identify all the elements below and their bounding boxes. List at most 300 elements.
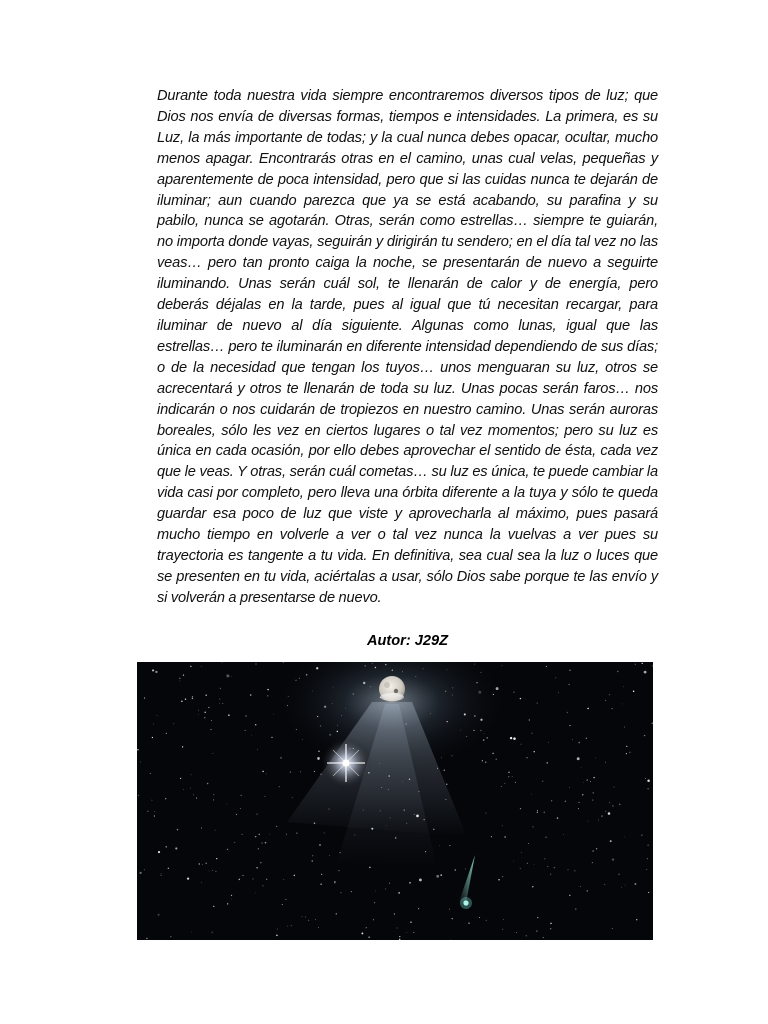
background-star (533, 751, 534, 752)
background-star (502, 876, 503, 877)
background-star (165, 798, 166, 799)
background-star (647, 779, 650, 782)
background-star (554, 867, 556, 869)
background-star (261, 842, 263, 844)
background-star (283, 879, 284, 880)
background-star (501, 786, 502, 787)
background-star (273, 714, 274, 715)
background-star (152, 669, 154, 671)
background-star (588, 821, 589, 822)
background-star (418, 908, 419, 909)
background-star (577, 757, 580, 760)
background-star (166, 733, 167, 734)
background-star (236, 814, 237, 815)
background-star (201, 882, 202, 883)
background-star (592, 862, 593, 863)
background-star (648, 892, 649, 893)
background-star (227, 849, 228, 850)
crescent-moon (379, 676, 405, 702)
background-star (139, 872, 141, 874)
background-star (211, 720, 212, 721)
background-star (520, 808, 521, 809)
background-star (550, 874, 551, 875)
background-star (544, 812, 545, 813)
background-star (496, 759, 497, 760)
background-star (239, 879, 241, 881)
background-star (609, 802, 610, 803)
background-star (173, 723, 174, 724)
background-star (508, 776, 509, 777)
background-star (255, 893, 256, 894)
background-star (324, 832, 325, 833)
background-star (569, 670, 570, 671)
background-star (286, 834, 287, 835)
background-star (154, 815, 155, 816)
background-star (153, 724, 154, 725)
background-star (644, 671, 647, 674)
background-star (634, 883, 636, 885)
background-star (505, 783, 506, 784)
background-star (567, 712, 568, 713)
background-star (550, 923, 552, 925)
background-star (502, 929, 503, 930)
background-star (212, 870, 213, 871)
background-star (452, 918, 453, 919)
background-star (624, 727, 625, 728)
background-star (155, 671, 157, 673)
background-star (531, 794, 532, 795)
background-star (165, 846, 166, 847)
background-star (262, 885, 263, 886)
background-star (231, 899, 232, 900)
background-star (255, 724, 257, 726)
background-star (520, 698, 521, 699)
background-star (227, 804, 228, 805)
background-star (486, 813, 487, 814)
background-star (351, 891, 352, 892)
background-star (157, 715, 158, 716)
background-star (557, 817, 558, 818)
background-star (617, 671, 619, 673)
background-star (185, 699, 186, 700)
background-star (242, 834, 243, 835)
background-star (219, 698, 220, 699)
background-star (175, 847, 177, 849)
background-star (196, 798, 197, 799)
background-star (532, 886, 533, 887)
background-star (158, 851, 160, 853)
background-star (144, 698, 145, 699)
background-star (563, 834, 564, 835)
background-star (575, 908, 576, 909)
background-star (389, 883, 390, 884)
background-star (253, 878, 254, 879)
background-star (187, 877, 189, 879)
background-star (550, 928, 551, 929)
background-star (231, 676, 232, 677)
background-star (259, 834, 260, 835)
background-star (449, 909, 450, 910)
background-star (547, 866, 548, 867)
background-star (526, 757, 527, 758)
background-star (531, 733, 532, 734)
background-star (503, 919, 504, 920)
background-star (572, 739, 573, 740)
background-star (250, 694, 252, 696)
background-star (419, 878, 422, 881)
background-star (578, 802, 579, 803)
background-star (219, 703, 220, 704)
background-star (618, 874, 619, 875)
background-star (605, 762, 606, 763)
background-star (537, 917, 538, 918)
background-star (202, 864, 203, 865)
background-star (245, 730, 246, 731)
background-star (647, 788, 648, 789)
background-star (158, 914, 160, 916)
background-star (626, 753, 627, 754)
background-star (580, 886, 581, 887)
background-star (587, 890, 588, 891)
background-star (152, 737, 153, 738)
background-star (581, 767, 582, 768)
background-star (407, 932, 408, 933)
background-star (521, 852, 522, 853)
background-star (565, 800, 567, 802)
background-star (220, 688, 221, 689)
background-star (569, 725, 570, 726)
background-star (516, 932, 517, 933)
background-star (551, 800, 552, 801)
background-star (569, 895, 571, 897)
background-star (292, 797, 293, 798)
background-star (542, 781, 543, 782)
background-star (569, 684, 570, 685)
background-star (315, 919, 316, 920)
background-star (314, 771, 315, 772)
background-star (190, 788, 191, 789)
background-star (193, 795, 194, 796)
background-star (598, 820, 599, 821)
background-star (394, 913, 395, 914)
background-star (492, 753, 494, 755)
background-star (537, 812, 538, 813)
background-star (545, 836, 547, 838)
background-star (399, 936, 400, 937)
background-star (533, 826, 534, 827)
background-star (642, 663, 643, 664)
background-star (512, 776, 513, 777)
background-star (604, 884, 605, 885)
background-star (397, 928, 398, 929)
background-star (147, 811, 148, 812)
background-star (320, 884, 321, 885)
background-star (399, 939, 400, 940)
background-star (527, 863, 528, 864)
background-star (647, 845, 648, 846)
background-star (276, 826, 277, 827)
background-star (213, 794, 214, 795)
background-star (240, 808, 241, 809)
background-star (485, 761, 486, 762)
background-star (641, 835, 642, 836)
background-star (213, 799, 214, 800)
background-star (537, 702, 538, 703)
background-star (636, 919, 637, 920)
background-star (180, 778, 181, 779)
background-star (537, 810, 538, 811)
background-star (446, 784, 447, 785)
background-star (468, 922, 469, 923)
background-star (222, 703, 223, 704)
background-star (515, 782, 516, 783)
background-star (609, 694, 610, 695)
background-star (592, 800, 593, 801)
background-star (179, 678, 181, 680)
background-star (647, 858, 648, 859)
background-star (234, 842, 235, 843)
background-star (338, 870, 339, 871)
night-sky-photo (137, 662, 653, 940)
background-star (612, 708, 613, 709)
background-star (138, 795, 139, 796)
background-star (205, 863, 207, 865)
background-star (612, 805, 613, 806)
background-star (168, 868, 169, 869)
background-star (513, 861, 514, 862)
background-star (569, 787, 570, 788)
background-star (520, 744, 521, 745)
background-star (191, 931, 192, 932)
background-star (256, 867, 258, 869)
background-star (204, 712, 206, 714)
background-star (170, 936, 171, 937)
background-star (209, 871, 210, 872)
background-star (211, 932, 212, 933)
background-star (385, 889, 386, 890)
background-star (629, 752, 630, 753)
background-star (498, 879, 500, 881)
background-star (266, 773, 267, 774)
background-star (215, 871, 216, 872)
background-star (154, 811, 155, 812)
background-star (555, 678, 556, 679)
background-star (593, 777, 594, 778)
background-star (256, 664, 257, 665)
background-star (296, 832, 297, 833)
background-star (245, 715, 246, 716)
background-star (282, 904, 283, 905)
background-star (652, 723, 653, 724)
background-star (590, 781, 591, 782)
background-star (222, 662, 223, 663)
background-star (198, 710, 199, 711)
background-star (146, 938, 147, 939)
background-star (321, 874, 322, 875)
background-star (608, 812, 611, 815)
background-star (181, 701, 183, 703)
background-star (216, 858, 217, 859)
background-star (513, 692, 514, 693)
background-star (409, 882, 411, 884)
background-star (622, 703, 623, 704)
background-star (578, 808, 579, 809)
background-star (373, 919, 374, 920)
background-star (508, 772, 509, 773)
background-star (190, 666, 191, 667)
background-star (211, 729, 212, 730)
background-star (567, 869, 568, 870)
background-star (558, 692, 559, 693)
background-star (398, 892, 400, 894)
bright-star (320, 737, 372, 789)
background-star (410, 921, 412, 923)
background-star (625, 885, 626, 886)
background-star (251, 735, 252, 736)
background-star (529, 719, 530, 720)
background-star (646, 869, 647, 870)
background-star (161, 873, 162, 874)
background-star (605, 700, 606, 701)
background-star (212, 753, 213, 754)
background-star (633, 690, 635, 692)
background-star (215, 830, 216, 831)
background-star (276, 935, 278, 937)
background-star (177, 829, 179, 831)
background-star (199, 863, 200, 864)
background-star (513, 737, 516, 740)
background-star (269, 834, 270, 835)
background-star (601, 815, 602, 816)
background-star (596, 848, 597, 849)
background-star (192, 698, 193, 699)
background-star (439, 845, 440, 846)
background-star (520, 868, 521, 869)
background-star (368, 937, 369, 938)
background-star (366, 927, 367, 928)
background-star (593, 792, 594, 793)
background-star (267, 695, 268, 696)
background-star (440, 874, 441, 875)
background-star (612, 928, 613, 929)
background-star (257, 814, 258, 815)
background-star (257, 749, 258, 750)
background-star (151, 800, 152, 801)
comet (459, 855, 475, 909)
background-star (369, 867, 371, 869)
background-star (305, 917, 306, 918)
background-star (528, 843, 529, 844)
background-star (329, 855, 330, 856)
background-star (610, 840, 612, 842)
background-star (201, 666, 202, 667)
background-star (491, 836, 492, 837)
background-star (644, 735, 645, 736)
background-star (204, 717, 205, 718)
background-star (436, 875, 439, 878)
background-star (510, 737, 512, 739)
background-star (479, 917, 480, 918)
background-star (374, 902, 375, 903)
background-star (486, 920, 487, 921)
background-star (287, 926, 288, 927)
background-star (449, 845, 450, 846)
background-star (341, 892, 342, 893)
background-star (318, 927, 319, 928)
background-star (455, 869, 456, 870)
background-star (574, 870, 576, 872)
background-star (502, 665, 503, 666)
background-star (283, 662, 284, 663)
background-star (207, 783, 209, 785)
background-star (543, 937, 544, 938)
background-star (144, 869, 145, 870)
author-line: Autor: J29Z (366, 633, 449, 649)
background-star (626, 746, 627, 747)
background-star (213, 906, 214, 907)
background-star (547, 762, 548, 763)
background-star (227, 903, 228, 904)
background-star (482, 760, 483, 761)
background-star (300, 772, 301, 773)
background-star (546, 666, 547, 667)
background-star (614, 787, 615, 788)
background-star (587, 708, 588, 709)
background-star (205, 694, 206, 695)
background-star (583, 782, 584, 783)
background-star (586, 738, 587, 739)
background-star (413, 932, 414, 933)
background-star (150, 773, 151, 774)
background-star (277, 929, 278, 930)
background-star (191, 774, 192, 775)
background-star (137, 749, 138, 750)
background-star (605, 811, 606, 812)
background-star (294, 875, 296, 877)
background-star (201, 827, 202, 828)
background-star (208, 707, 209, 708)
background-star (264, 796, 265, 797)
body-paragraph: Durante toda nuestra vida siempre encontraremos diversos tipos de luz; que Dios nos envía de diversas formas, tiempos e intensidades. La primera, es su Luz, la más importante de todas; y la cual nunca debes opacar, ocultar, mucho menos apagar. Encontrarás otras en el camino, unas cual velas, pequeñas y aparentemente de poca intensidad, pero que si las cuidas nunca te dejarán de iluminar; aun cuando parezca que ya se está acabando, su parafina y su pabilo, nunca se agotarán. Otras, serán como estrellas… siempre te guiarán, no importa donde vayas, seguirán y dirigirán tu sendero; en el día tal vez no las veas… pero tan pronto caiga la noche, se presentarán de nuevo a seguirte iluminando. Unas serán cuál sol, te llenarán de calor y de energía, pero deberás déjalas en la tarde, pues al igual que tú necesitan recargar, para iluminar de nuevo al día siguiente. Algunas como lunas, igual que las estrellas… pero te iluminarán en diferente intensidad dependiendo de sus días; o de la necesidad que tengan los tuyos… unos menguaran su luz, otros se acrecentará y otros te llenarán de toda su luz. Unas pocas serán faros… nos indicarán o nos cuidarán de tropiezos en nuestro camino. Unas serán auroras boreales, sólo les vez en ciertos lugares o tal vez momentos; pero su luz es única en cada ocasión, por ello debes aprovechar el sentido de ésta, cada vez que le veas. Y otras, serán cuál cometas… su luz es única, te puede cambiar la vida casi por completo, pero lleva una órbita diferente a la tuya y sólo te queda guardar esa poco de luz que viste y aprovecharla al máximo, pues pasará mucho tiempo en volverle a ver o tal vez nunca la vuelvas a ver pues su trayectoria es tangente a tu vida. En definitiva, sea cual sea la luz o luces que se presenten en tu vida, aciértalas a usar, sólo Dios sabe porque te las envío y si volverán a presentarse de nuevo. (157, 88, 658, 606)
background-star (228, 714, 230, 716)
background-star (260, 862, 261, 863)
background-star (582, 794, 583, 795)
background-star (621, 887, 622, 888)
background-star (504, 836, 505, 837)
background-star (179, 681, 180, 682)
background-star (612, 858, 614, 860)
background-star (161, 875, 162, 876)
background-star (548, 742, 549, 743)
background-star (291, 925, 292, 926)
background-star (595, 757, 596, 758)
background-star (198, 714, 199, 715)
background-star (231, 895, 232, 896)
background-star (465, 868, 466, 869)
background-star (279, 786, 280, 787)
background-star (302, 916, 303, 917)
background-star (266, 879, 267, 880)
background-star (312, 855, 314, 857)
background-star (578, 742, 580, 744)
background-star (290, 771, 291, 772)
background-star (375, 891, 376, 892)
background-star (586, 779, 587, 780)
background-star (623, 686, 624, 687)
background-star (265, 842, 267, 844)
background-star (645, 778, 646, 779)
background-star (361, 932, 363, 934)
